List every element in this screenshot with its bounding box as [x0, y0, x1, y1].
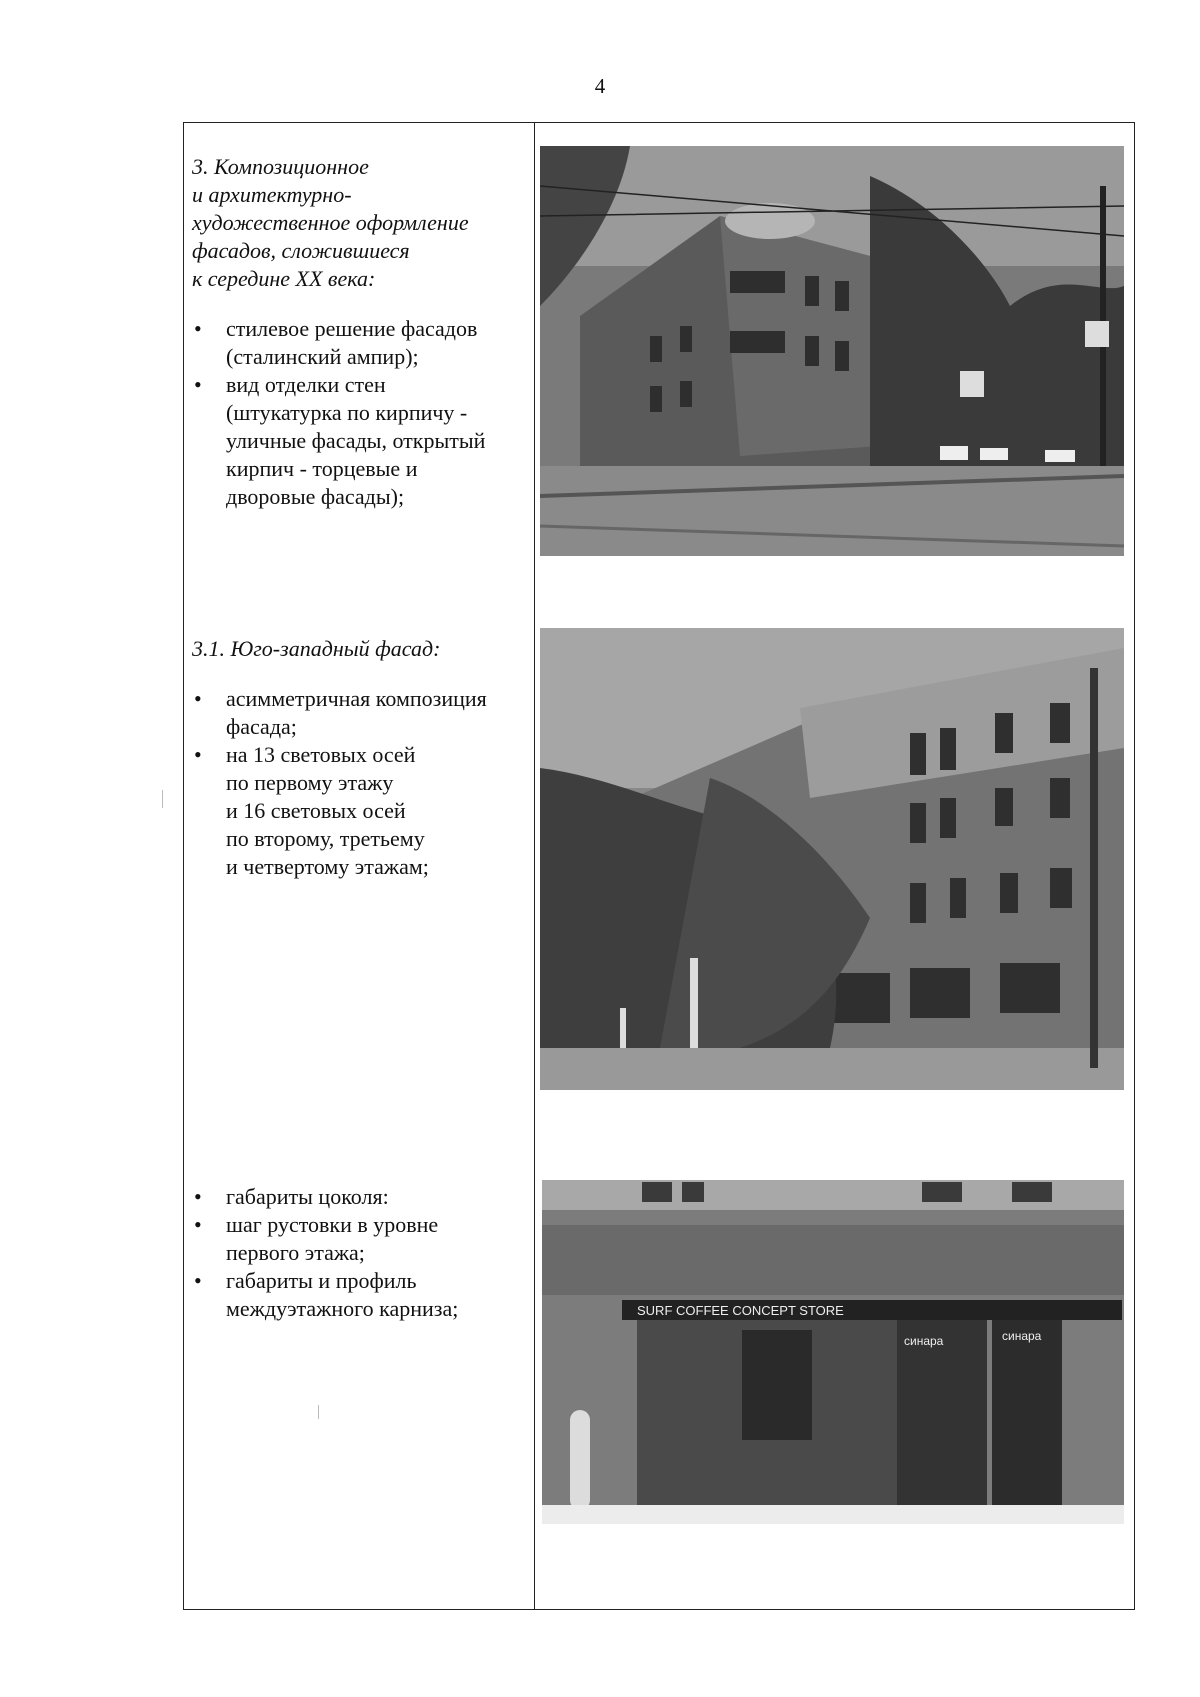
description-table	[183, 122, 1135, 1610]
pharmacy-sign-right: синара	[1002, 1329, 1042, 1343]
list-item: • на 13 световых осей по первому этажу и 16 световых осей по второму, третьему и четвертому этажам;	[192, 741, 527, 881]
section-southwest-facade	[192, 635, 527, 881]
photo-storefront	[542, 1180, 1124, 1524]
page-number: 4	[594, 74, 606, 98]
bullet-list	[192, 315, 527, 511]
section-composition	[192, 153, 527, 511]
photo-southwest-facade	[540, 628, 1124, 1090]
column-divider	[534, 123, 535, 1609]
list-item: • вид отделки стен (штукатурка по кирпичу - уличные фасады, открытый кирпич - торцевые и дворовые фасады);	[192, 371, 527, 511]
scan-mark	[162, 790, 163, 808]
scan-mark	[318, 1405, 319, 1419]
photo-corner-building	[540, 146, 1124, 556]
section-plinth-details	[192, 1183, 527, 1323]
bullet-list	[192, 685, 527, 881]
store-sign: SURF COFFEE CONCEPT STORE	[637, 1303, 844, 1318]
list-item: • шаг рустовки в уровне первого этажа;	[192, 1211, 527, 1267]
list-item: • стилевое решение фасадов (сталинский ампир);	[192, 315, 527, 371]
section-heading: 3. Композиционное и архитектурно- художественное оформление фасадов, сложившиеся к середине XX века:	[192, 154, 469, 291]
list-item: • асимметричная композиция фасада;	[192, 685, 527, 741]
pharmacy-sign-left: синара	[904, 1334, 944, 1348]
section-heading: 3.1. Юго-западный фасад:	[192, 636, 441, 661]
list-item: • габариты цоколя:	[192, 1183, 527, 1211]
bullet-list	[192, 1183, 527, 1323]
list-item: • габариты и профиль междуэтажного карниза;	[192, 1267, 527, 1323]
